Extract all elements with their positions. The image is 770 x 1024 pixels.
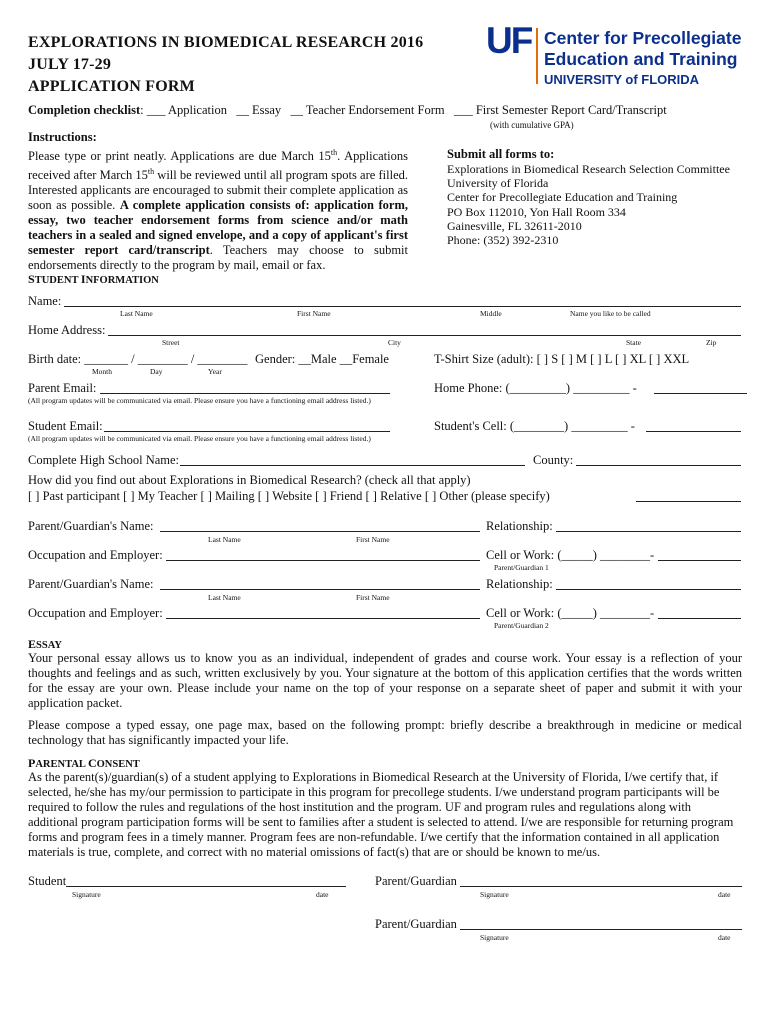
consent-text: As the parent(s)/guardian(s) of a student applying to Explorations in Biomedical Research at the University of Florida, I/we certify that, if selected, he/she has my/our permission to participate in this program for precollege students. I/we understand program participants will be required to follow the rules and regulations of the host institution and the program. UF and program rules and regulations along with additional program participation forms will be sent to families after a student is selected to attend. I/we are responsible for returning program forms and program fees in a timely manner. Program fees are non-refundable. I/we certify that the information contained in all application materials is true, complete, and correct with no material omissions of fact(s) that are or should be known to me/us. — [28, 770, 734, 859]
name-field[interactable] — [64, 306, 741, 307]
parent-email-note: (All program updates will be communicated via email. Please ensure you have a functioning email address listed.) — [28, 396, 371, 405]
guardian1-occupation-field[interactable] — [166, 560, 480, 561]
title-line-3: APPLICATION FORM — [28, 78, 195, 95]
instructions-text: Please type or print neatly. Applications are due March 15th. Applications received after March 15th will be reviewed until all program spots are filled. Interested applicants are encouraged to submit their complete application as soon as possible. A complete application consists of: application form, essay, two teacher endorsement forms from science and/or math teachers in a sealed and signed envelope, and a copy of applicant's first semester report card/transcript. Teachers may choose to submit endorsements directly to the program by mail, email or fax. — [28, 148, 408, 273]
title-line-1: EXPLORATIONS IN BIOMEDICAL RESEARCH 2016 — [28, 34, 424, 51]
checklist-note: (with cumulative GPA) — [490, 120, 574, 130]
guardian1-sig-sub: Signature — [480, 890, 509, 899]
student-email-note: (All program updates will be communicated via email. Please ensure you have a functioning email address listed.) — [28, 434, 371, 443]
uf-logo-mark: UF — [486, 20, 532, 61]
address-sub-zip: Zip — [706, 338, 717, 347]
guardian1-sub-first: First Name — [356, 535, 390, 544]
other-specify-field[interactable] — [636, 501, 741, 502]
birth-sub-month: Month — [92, 367, 113, 376]
guardian2-date-sub: date — [718, 933, 731, 942]
student-sig-sub: Signature — [72, 890, 101, 899]
checklist-item-transcript[interactable]: First Semester Report Card/Transcript — [475, 103, 667, 117]
county-field[interactable] — [576, 465, 741, 466]
consent-heading: PARENTAL CONSENT — [28, 756, 140, 770]
guardian1-cell-label: Cell or Work: (_____) ________- — [486, 548, 655, 562]
logo-line-3: UNIVERSITY of FLORIDA — [544, 72, 700, 87]
student-date-sub: date — [316, 890, 329, 899]
student-email-field[interactable] — [104, 431, 390, 432]
guardian1-sub-last: Last Name — [208, 535, 241, 544]
essay-paragraph-2: Please compose a typed essay, one page max, based on the following prompt: briefly describe a breakthrough in medicine or medical technology that has significantly impacted your life. — [28, 718, 742, 747]
guardian2-occupation-field[interactable] — [166, 618, 480, 619]
name-sub-last: Last Name — [120, 309, 153, 318]
guardian-signature-field-1[interactable] — [460, 886, 742, 887]
guardian2-cell-label: Cell or Work: (_____) ________- — [486, 606, 655, 620]
name-sub-middle: Middle — [480, 309, 502, 318]
school-label: Complete High School Name: — [28, 453, 180, 467]
checklist-item-essay[interactable]: Essay — [251, 103, 282, 117]
home-phone-field[interactable] — [654, 393, 747, 394]
address-label: Home Address: — [28, 323, 106, 337]
birth-date-field[interactable]: Birth date: _______ / ________ / ________ — [28, 352, 248, 366]
essay-heading: ESSAY — [28, 637, 62, 651]
address-field[interactable] — [108, 335, 741, 336]
guardian2-tag: Parent/Guardian 2 — [494, 621, 549, 630]
birth-sub-year: Year — [208, 367, 222, 376]
how-found-question: How did you find out about Explorations in Biomedical Research? (check all that apply) — [28, 473, 471, 487]
tshirt-size-field[interactable]: T-Shirt Size (adult): [ ] S [ ] M [ ] L [ ] XL [ ] XXL — [434, 352, 690, 366]
logo-line-1: Center for Precollegiate — [544, 28, 742, 48]
guardian-signature-label-2: Parent/Guardian — [375, 917, 457, 931]
address-sub-state: State — [626, 338, 641, 347]
essay-paragraph-1: Your personal essay allows us to know you as an individual, independent of grades and course work. Your essay is a reflection of your thoughts and feelings and as such, written exclusively by you. Your signature at the bottom of this application certifies that the words written for the essay are your own. Please include your name on the top of your response on a separate sheet of paper and submit it with your application packet. — [28, 651, 742, 710]
school-field[interactable] — [180, 465, 525, 466]
guardian1-tag: Parent/Guardian 1 — [494, 563, 549, 572]
guardian1-name-label: Parent/Guardian's Name: — [28, 519, 154, 533]
checklist-item-application[interactable]: Application — [167, 103, 227, 117]
guardian1-relationship-field[interactable] — [556, 531, 741, 532]
gender-field[interactable]: Gender: __Male __Female — [255, 352, 389, 366]
title-line-2: JULY 17-29 — [28, 56, 112, 73]
guardian2-occupation-label: Occupation and Employer: — [28, 606, 163, 620]
name-sub-first: First Name — [297, 309, 331, 318]
guardian2-sig-sub: Signature — [480, 933, 509, 942]
parent-email-field[interactable] — [100, 393, 390, 394]
guardian1-cell-field[interactable] — [658, 560, 741, 561]
guardian2-name-field[interactable] — [160, 589, 480, 590]
guardian-signature-field-2[interactable] — [460, 929, 742, 930]
student-cell-field[interactable] — [646, 431, 741, 432]
student-signature-label: Student — [28, 874, 67, 888]
home-phone-label: Home Phone: (_________) _________ - — [434, 381, 637, 395]
parent-email-label: Parent Email: — [28, 381, 97, 395]
student-email-label: Student Email: — [28, 419, 103, 433]
student-info-heading: STUDENT INFORMATION — [28, 272, 159, 286]
guardian2-sub-last: Last Name — [208, 593, 241, 602]
instructions-heading: Instructions: — [28, 130, 97, 144]
address-sub-city: City — [388, 338, 401, 347]
guardian2-cell-field[interactable] — [658, 618, 741, 619]
name-label: Name: — [28, 294, 62, 308]
checklist-label: Completion checklist — [28, 103, 141, 117]
guardian1-occupation-label: Occupation and Employer: — [28, 548, 163, 562]
guardian2-name-label: Parent/Guardian's Name: — [28, 577, 154, 591]
guardian1-date-sub: date — [718, 890, 731, 899]
county-label: County: — [533, 453, 574, 467]
submit-heading: Submit all forms to: — [447, 147, 555, 161]
guardian1-name-field[interactable] — [160, 531, 480, 532]
birth-sub-day: Day — [150, 367, 163, 376]
how-found-options[interactable]: [ ] Past participant [ ] My Teacher [ ] Mailing [ ] Website [ ] Friend [ ] Relative [ ] Other (please specify) — [28, 489, 550, 503]
completion-checklist: Completion checklist: ___ Application __ Essay __ Teacher Endorsement Form ___ First Semester Report Card/Transcript — [28, 103, 667, 117]
guardian1-relationship-label: Relationship: — [486, 519, 553, 533]
guardian2-relationship-field[interactable] — [556, 589, 741, 590]
student-cell-label: Student's Cell: (________) _________ - — [434, 419, 635, 433]
logo-divider — [536, 28, 538, 84]
logo-line-2: Education and Training — [544, 49, 738, 69]
form-title — [28, 32, 423, 98]
address-sub-street: Street — [162, 338, 180, 347]
submit-address: Explorations in Biomedical Research Selection Committee University of Florida Center for Precollegiate Education and Training PO Box 112010, Yon Hall Room 334 Gainesville, FL 32611-2010 Phone: (352) 392-2310 — [447, 162, 730, 248]
checklist-item-teacher-endorsement[interactable]: Teacher Endorsement Form — [305, 103, 445, 117]
guardian2-sub-first: First Name — [356, 593, 390, 602]
guardian-signature-label-1: Parent/Guardian — [375, 874, 457, 888]
name-sub-nickname: Name you like to be called — [570, 309, 651, 318]
student-signature-field[interactable] — [66, 886, 346, 887]
guardian2-relationship-label: Relationship: — [486, 577, 553, 591]
